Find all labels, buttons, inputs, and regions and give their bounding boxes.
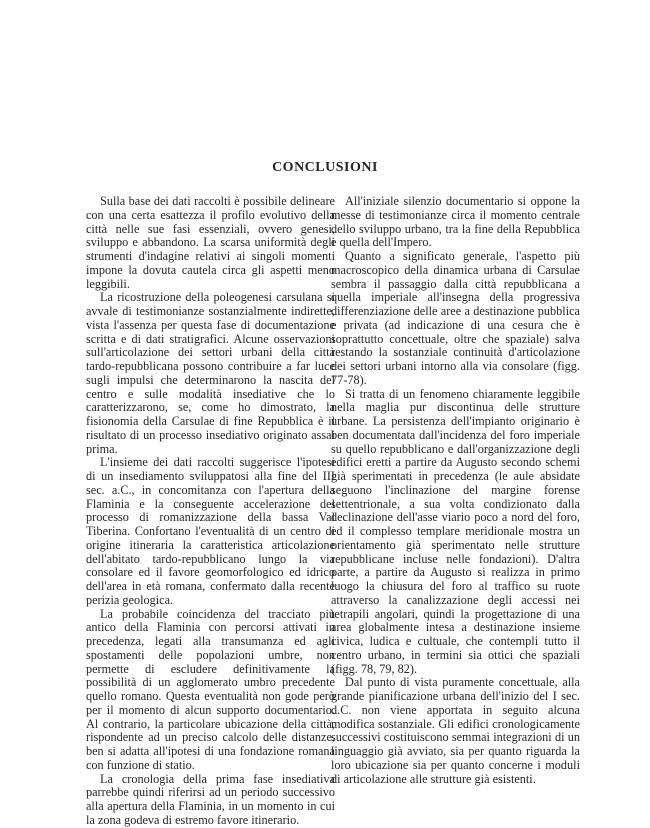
text-column-left: [86, 195, 335, 828]
paragraph: All'iniziale silenzio documentario si oppone la messe di testimonianze circa il momento centrale dello sviluppo urbano, tra la fine della Repubblica e quella dell'Impero.: [331, 194, 580, 250]
paragraph: La probabile coincidenza del tracciato più antico della Flaminia con percorsi attivati in precedenza, legati alla transumanza ed agli spostamenti delle popolazioni umbre, non permette di escludere definitivamente la possibilità di un agglomerato umbro precedente quello romano. Questa eventualità non gode però per il momento di alcun supporto documentario. Al contrario, la particolare ubicazione della città, rispondente ad un preciso calcolo delle distanze, ben si adatta all'ipotesi di una fondazione romana con funzione di statio.: [86, 606, 335, 772]
paragraph: L'insieme dei dati raccolti suggerisce l'ipotesi di un insediamento sviluppatosi alla fine del III sec. a.C., in concomitanza con l'apertura della Flaminia e la conseguente accelerazione del processo di romanizzazione della bassa Val Tiberina. Confortano l'eventualità di un centro di origine itineraria la caratteristica articolazione dell'abitato tardo-repubblicano lungo la via consolare ed il favore geomorfologico ed idrico dell'area in età romana, confermato dalla recente perizia geologica.: [86, 455, 335, 607]
paragraph: Dal punto di vista puramente concettuale, alla grande pianificazione urbana dell'inizio del I sec. d.C. non viene apportata in seguito alcuna modifica sostanziale. Gli edifici cronologicamente successivi costituiscono semmai integrazioni di un linguaggio già avviato, sia per quanto riguarda la loro ubicazione sia per quanto concerne i moduli di articolazione alle strutture già esistenti.: [331, 675, 580, 786]
paragraph: La cronologia della prima fase insediativa parrebbe quindi riferirsi ad un periodo successivo alla apertura della Flaminia, in un momento in cui la zona godeva di estremo favore itinerario.: [86, 771, 335, 827]
paragraph: Quanto a significato generale, l'aspetto più macroscopico della dinamica urbana di Carsulae sembra il passaggio dalla città repubblicana a quella imperiale all'insegna della progressiva differenziazione delle aree a destinazione pubblica e privata (ad indicazione di una cesura che è soprattutto concettuale, oltre che spaziale) salva restando la sostanziale continuità d'articolazione dei settori urbani intorno alla via consolare (figg. 77-78).: [331, 249, 580, 387]
paragraph: La ricostruzione della poleogenesi carsulana si avvale di testimonianze sostanzialmente indirette, vista l'assenza per questa fase di documentazione scritta e di dati stratigrafici. Alcune osservazioni sull'articolazione dei settori urbani della città tardo-repubblicana possono contribuire a far luce sugli impulsi che determinarono la nascita del centro e sulle modalità insediative che lo caratterizzarono, se, come ho dimostrato, la fisionomia della Carsulae di fine Repubblica è il risultato di un processo insediativo originato assai prima.: [86, 290, 335, 456]
page-title: CONCLUSIONI: [272, 160, 378, 175]
text-column-right: [331, 195, 580, 786]
paragraph: Sulla base dei dati raccolti è possibile delineare con una certa esattezza il profilo evolutivo della città nelle sue fasi essenziali, ovvero genesi, sviluppo e abbandono. La scarsa uniformità degli strumenti d'indagine relativi ai singoli momenti impone la dovuta cautela circa gli aspetti meno leggibili.: [86, 194, 335, 291]
paragraph: Si tratta di un fenomeno chiaramente leggibile nella maglia pur discontinua delle strutture urbane. La persistenza dell'impianto originario è ben documentata dall'incidenza del foro imperiale su quello repubblicano e dall'organizzazione degli edifici eretti a partire da Augusto secondo schemi già sperimentati in precedenza (le aule absidate seguono l'inclinazione del margine forense settentrionale, a sua volta condizionato dalla declinazione dell'asse viario poco a nord del foro, ed il complesso templare meridionale mostra un orientamento già sperimentato nelle strutture repubblicane incluse nelle fondazioni). D'altra parte, a partire da Augusto si realizza in primo luogo la chiusura del foro al traffico su ruote attraverso la canalizzazione degli accessi nei tetrapili angolari, quindi la progettazione di una area globalmente intesa a destinazione insieme civica, ludica e cultuale, che contempli tutto il centro urbano, in termini sia ottici che spaziali (figg. 78, 79, 82).: [331, 386, 580, 676]
